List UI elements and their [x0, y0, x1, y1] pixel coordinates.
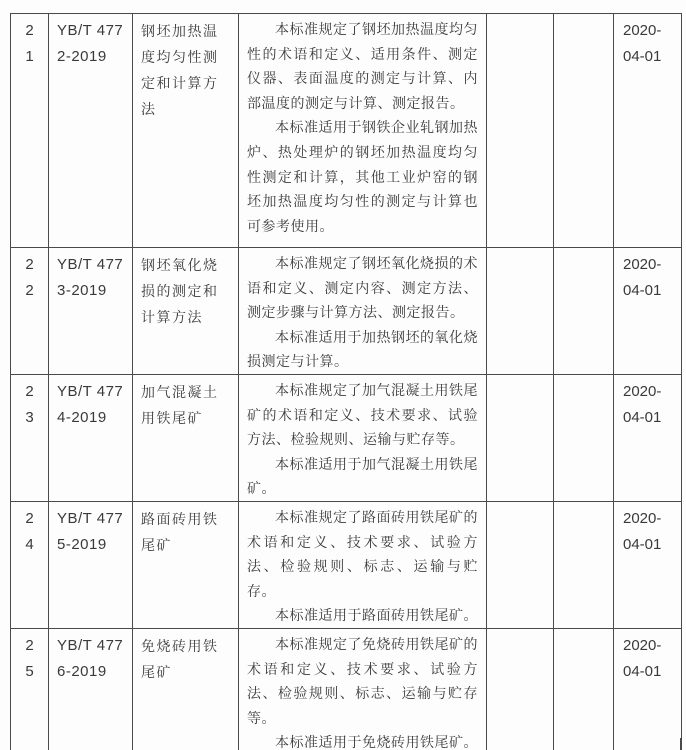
empty-cell-1: [487, 501, 554, 628]
standard-description: 本标准规定了路面砖用铁尾矿的术语和定义、技术要求、试验方法、检验规则、标志、运输与贮存。 本标准适用于路面砖用铁尾矿。: [239, 501, 487, 628]
standard-name: 钢坯加热温度均匀性测定和计算方法: [133, 14, 239, 248]
table-row: [11, 374, 682, 501]
implementation-date: 2020-04-01: [614, 628, 682, 750]
standard-description: 本标准规定了钢坯加热温度均匀性的术语和定义、适用条件、测定仪器、表面温度的测定与计算、内部温度的测定与计算、测定报告。 本标准适用于钢铁企业轧钢加热炉、热处理炉的钢坯加热温度均匀性测定和计算，其他工业炉窑的钢坯加热温度均匀性的测定与计算也可参考使用。: [239, 14, 487, 248]
row-number: 2 2: [11, 248, 49, 375]
row-number: 2 4: [11, 501, 49, 628]
standard-code: YB/T 4772-2019: [49, 14, 133, 248]
standards-table: [10, 13, 682, 750]
empty-cell-2: [554, 628, 614, 750]
empty-cell-1: [487, 248, 554, 375]
standard-name: 钢坯氧化烧损的测定和计算方法: [133, 248, 239, 375]
standard-name: 加气混凝土用铁尾矿: [133, 374, 239, 501]
standard-code: YB/T 4776-2019: [49, 628, 133, 750]
standards-table-body: [11, 14, 682, 750]
table-row: [11, 501, 682, 628]
empty-cell-1: [487, 374, 554, 501]
standard-name: 路面砖用铁尾矿: [133, 501, 239, 628]
standard-code: YB/T 4774-2019: [49, 374, 133, 501]
standard-code: YB/T 4773-2019: [49, 248, 133, 375]
empty-cell-2: [554, 14, 614, 248]
implementation-date: 2020-04-01: [614, 501, 682, 628]
empty-cell-2: [554, 374, 614, 501]
empty-cell-2: [554, 248, 614, 375]
empty-cell-1: [487, 628, 554, 750]
row-number: 2 1: [11, 14, 49, 248]
standard-description: 本标准规定了钢坯氧化烧损的术语和定义、测定内容、测定方法、测定步骤与计算方法、测定报告。 本标准适用于加热钢坯的氧化烧损测定与计算。: [239, 248, 487, 375]
row-number: 2 5: [11, 628, 49, 750]
row-number: 2 3: [11, 374, 49, 501]
empty-cell-2: [554, 501, 614, 628]
standard-name: 免烧砖用铁尾矿: [133, 628, 239, 750]
standard-description: 本标准规定了加气混凝土用铁尾矿的术语和定义、技术要求、试验方法、检验规则、运输与贮存等。 本标准适用于加气混凝土用铁尾矿。: [239, 374, 487, 501]
implementation-date: 2020-04-01: [614, 374, 682, 501]
table-row: [11, 248, 682, 375]
standard-code: YB/T 4775-2019: [49, 501, 133, 628]
empty-cell-1: [487, 14, 554, 248]
standard-description: 本标准规定了免烧砖用铁尾矿的术语和定义、技术要求、试验方法、检验规则、标志、运输与贮存等。 本标准适用于免烧砖用铁尾矿。: [239, 628, 487, 750]
implementation-date: 2020-04-01: [614, 14, 682, 248]
implementation-date: 2020-04-01: [614, 248, 682, 375]
table-row: [11, 628, 682, 750]
next-row-partial: [10, 738, 681, 750]
table-row: [11, 14, 682, 248]
